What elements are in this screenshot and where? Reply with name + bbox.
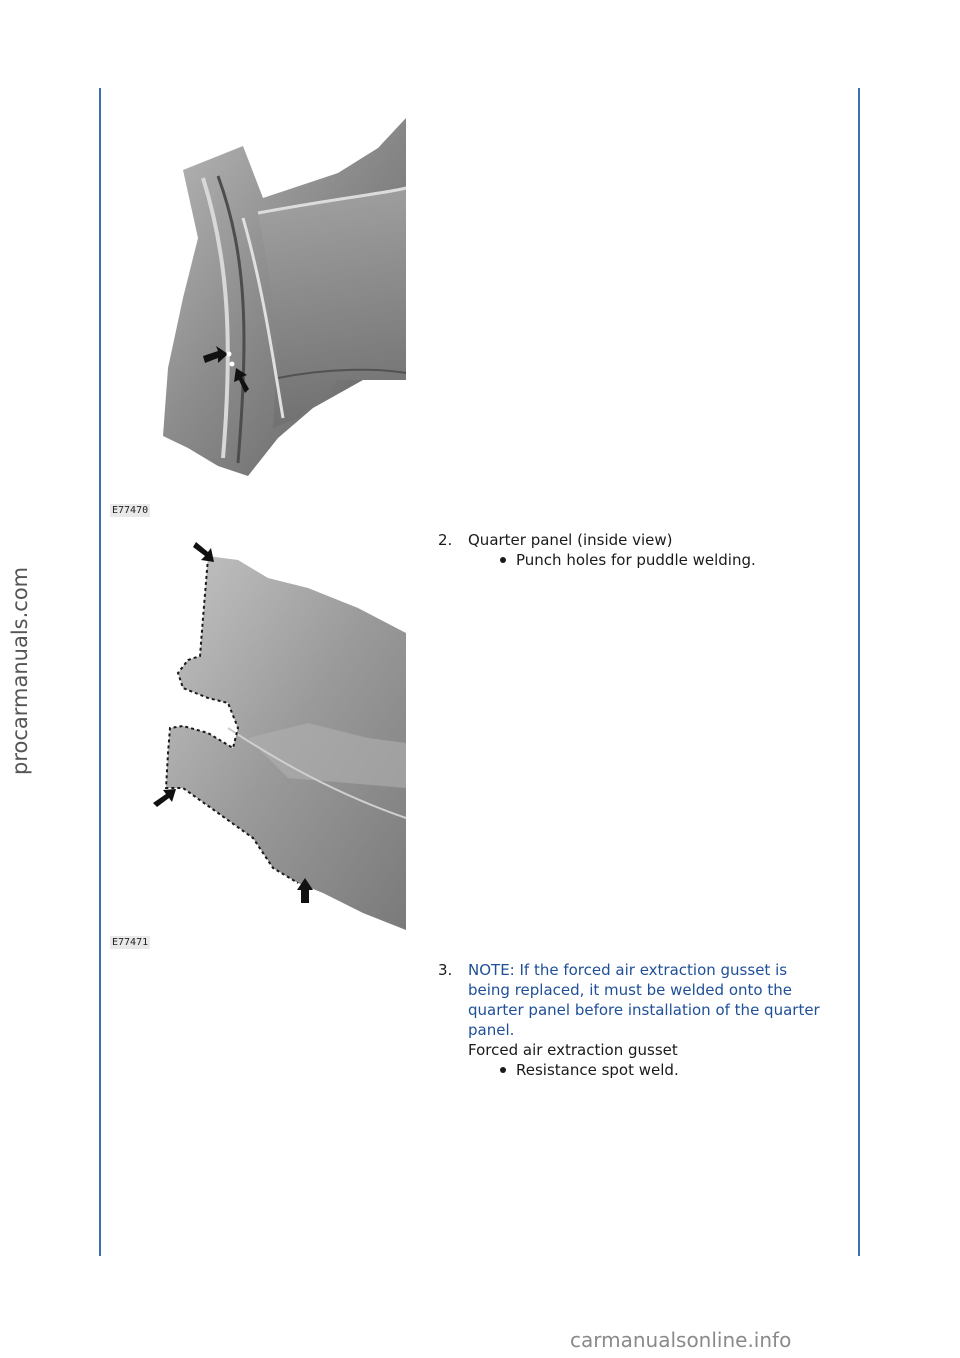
- figure-id-label: E77471: [112, 937, 149, 948]
- step-bullet: Resistance spot weld.: [468, 1060, 833, 1080]
- step-body: [468, 960, 833, 1080]
- figure-e77470: [108, 118, 408, 518]
- step-title: Quarter panel (inside view): [468, 531, 673, 549]
- quarter-panel-inside-illustration: [108, 538, 408, 930]
- step-bullet: Punch holes for puddle welding.: [468, 550, 833, 570]
- step-body: [468, 530, 833, 570]
- step-title: Forced air extraction gusset: [468, 1041, 678, 1059]
- step-number: 3.: [438, 961, 453, 979]
- step-note: NOTE: If the forced air extraction gusset is being replaced, it must be welded onto the quarter panel before installation of the quarter panel.: [468, 961, 820, 1039]
- quarter-panel-pillar-illustration: [108, 118, 408, 490]
- figure-e77471: [108, 538, 408, 958]
- figure-id-label: E77470: [112, 505, 149, 516]
- left-margin-rule: [99, 88, 101, 1256]
- side-watermark: procarmanuals.com: [8, 566, 32, 775]
- step-number: 2.: [438, 531, 453, 549]
- right-margin-rule: [858, 88, 860, 1256]
- footer-watermark: carmanualsonline.info: [570, 1328, 792, 1352]
